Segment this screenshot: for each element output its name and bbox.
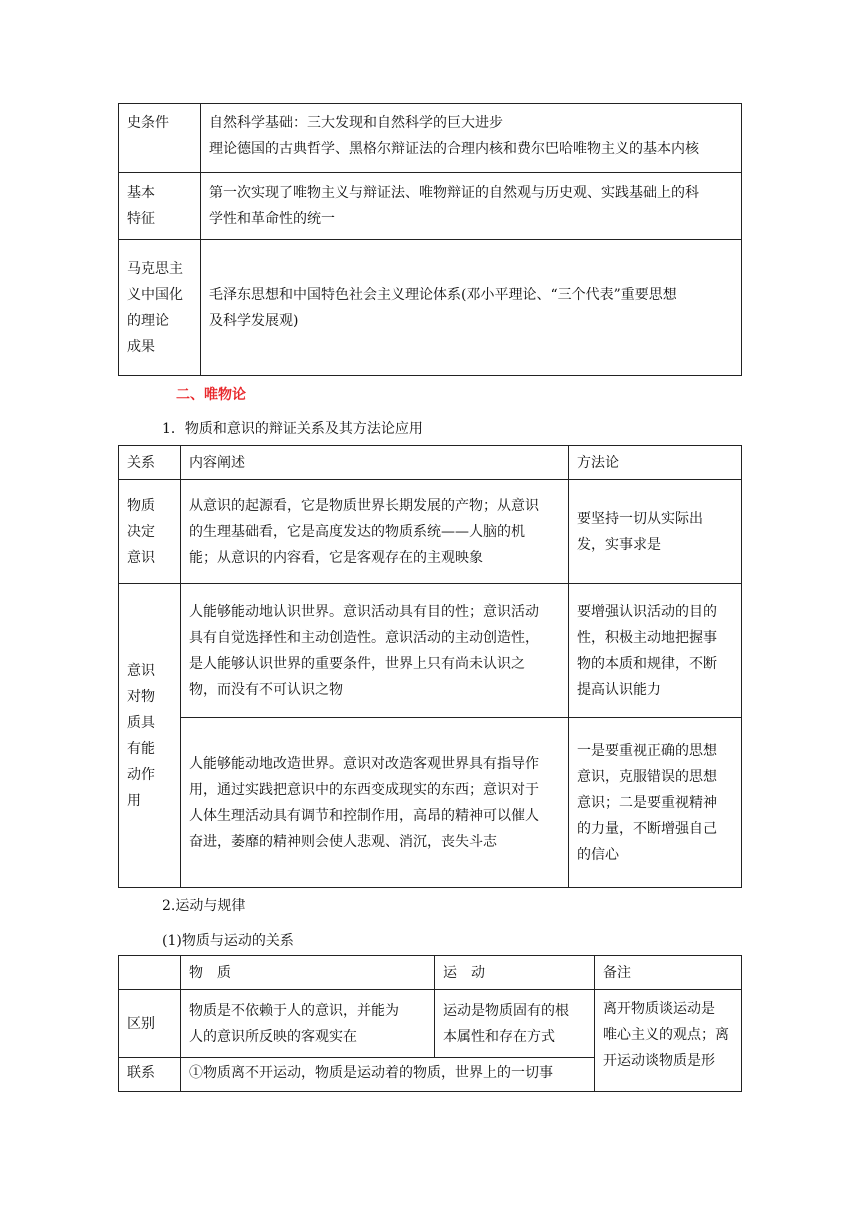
link-cell: ①物质离不开运动，物质是运动着的物质，世界上的一切事	[181, 1058, 595, 1092]
matter-motion-table	[118, 955, 742, 1092]
table-row	[119, 104, 742, 173]
column-header: 关系	[119, 446, 181, 480]
column-header: 内容阐述	[181, 446, 569, 480]
column-header	[119, 956, 181, 990]
subtitle-motion-law: 2.运动与规律	[162, 898, 246, 914]
subtitle-matter-consciousness: 1．物质和意识的辩证关系及其方法论应用	[162, 421, 423, 437]
section-heading: 二、唯物论	[176, 387, 246, 403]
content-cell: 从意识的起源看，它是物质世界长期发展的产物；从意识 的生理基础看，它是高度发达的物质系统——人脑的机 能；从意识的内容看，它是客观存在的主观映象	[181, 480, 569, 584]
table-row	[119, 173, 742, 240]
column-header: 物 质	[181, 956, 435, 990]
note-cell: 离开物质谈运动是 唯心主义的观点；离 开运动谈物质是形	[595, 990, 742, 1092]
row-content: 第一次实现了唯物主义与辩证法、唯物辩证的自然观与历史观、实践基础上的科 学性和革命性的统一	[201, 173, 742, 240]
content-cell: 人能够能动地改造世界。意识对改造客观世界具有指导作 用，通过实践把意识中的东西变成现实的东西；意识对于 人体生理活动具有调节和控制作用，高昂的精神可以催人 奋进，萎靡的精神则会使人悲观、消沉，丧失斗志	[181, 718, 569, 888]
content-cell: 人能够能动地认识世界。意识活动具有目的性；意识活动 具有自觉选择性和主动创造性。意识活动的主动创造性， 是人能够认识世界的重要条件，世界上只有尚未认识之 物，而没有不可认识之物	[181, 584, 569, 718]
table-row	[119, 240, 742, 376]
row-label: 物质 决定 意识	[119, 480, 181, 584]
table-header-row	[119, 956, 742, 990]
method-cell: 要增强认识活动的目的 性，积极主动地把握事 物的本质和规律，不断 提高认识能力	[569, 584, 742, 718]
method-cell: 一是要重视正确的思想 意识，克服错误的思想 意识；二是要重视精神 的力量，不断增强自己 的信心	[569, 718, 742, 888]
column-header: 运 动	[435, 956, 595, 990]
row-content: 自然科学基础：三大发现和自然科学的巨大进步 理论德国的古典哲学、黑格尔辩证法的合理内核和费尔巴哈唯物主义的基本内核	[201, 104, 742, 173]
column-header: 方法论	[569, 446, 742, 480]
row-label: 史条件	[119, 104, 201, 173]
table-row	[119, 718, 742, 888]
motion-cell: 运动是物质固有的根 本属性和存在方式	[435, 990, 595, 1058]
row-label: 基本 特征	[119, 173, 201, 240]
column-header: 备注	[595, 956, 742, 990]
table-row	[119, 584, 742, 718]
subtitle-matter-motion: (1)物质与运动的关系	[162, 933, 294, 949]
table-header-row	[119, 446, 742, 480]
row-label: 联系	[119, 1058, 181, 1092]
row-content: 毛泽东思想和中国特色社会主义理论体系(邓小平理论、“三个代表”重要思想 及科学发展观)	[201, 240, 742, 376]
matter-cell: 物质是不依赖于人的意识，并能为 人的意识所反映的客观实在	[181, 990, 435, 1058]
method-cell: 要坚持一切从实际出 发，实事求是	[569, 480, 742, 584]
matter-consciousness-table	[118, 445, 742, 888]
foundation-table	[118, 103, 742, 376]
table-row	[119, 480, 742, 584]
row-label: 马克思主 义中国化 的理论 成果	[119, 240, 201, 376]
row-label: 区别	[119, 990, 181, 1058]
table-row	[119, 990, 742, 1058]
row-label: 意识 对物 质具 有能 动作 用	[119, 584, 181, 888]
